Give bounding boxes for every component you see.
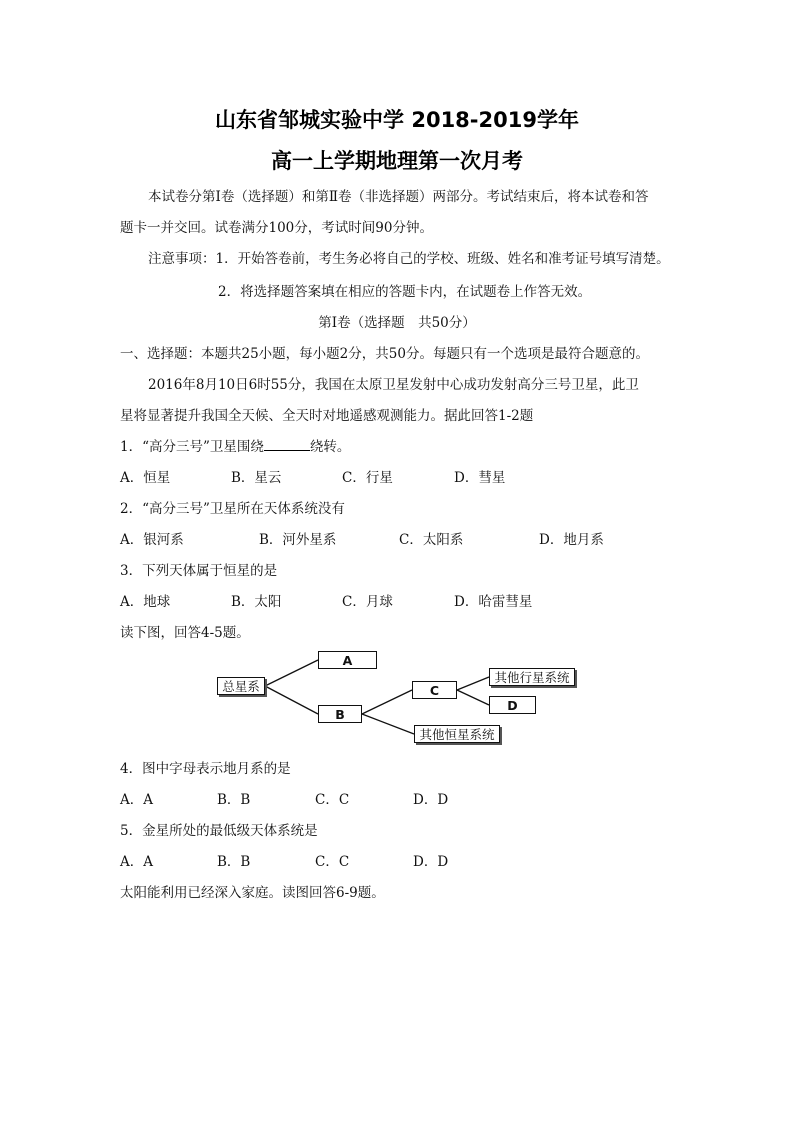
box-b: B <box>318 705 362 723</box>
option-a: A．恒星 <box>120 470 171 486</box>
question-3-stem: 3．下列天体属于恒星的是 <box>120 563 278 579</box>
celestial-system-diagram <box>215 647 585 747</box>
question-4-stem: 4．图中字母表示地月系的是 <box>120 761 291 777</box>
notice-line1: 注意事项：1．开始答卷前，考生务必将自己的学校、班级、姓名和准考证号填写清楚。 <box>148 251 670 267</box>
intro-line1: 本试卷分第Ⅰ卷（选择题）和第Ⅱ卷（非选择题）两部分。考试结束后，将本试卷和答 <box>148 189 649 205</box>
connector-b-c <box>362 690 412 714</box>
option-c: C．C <box>315 854 350 870</box>
root-box-supergalaxy: 总星系 <box>217 677 265 695</box>
connector-root-a <box>265 660 318 686</box>
option-b: B．河外星系 <box>259 532 337 548</box>
connector-b-other-star <box>362 714 414 734</box>
passage1-line2: 星将显著提升我国全天候、全天时对地遥感观测能力。据此回答1-2题 <box>120 408 534 424</box>
option-a: A．银河系 <box>120 532 184 548</box>
box-other-star-systems: 其他恒星系统 <box>414 725 500 743</box>
passage1-line1: 2016年8月10日6时55分，我国在太原卫星发射中心成功发射高分三号卫星，此卫 <box>148 377 639 393</box>
passage3: 太阳能利用已经深入家庭。读图回答6-9题。 <box>120 885 385 901</box>
option-d: D．地月系 <box>539 532 604 548</box>
question-1-stem-before: 1．“高分三号”卫星围绕 <box>120 439 264 455</box>
connector-c-other-planet <box>457 677 489 690</box>
option-c: C．月球 <box>342 594 393 610</box>
option-b: B．星云 <box>231 470 282 486</box>
question-2-stem: 2．“高分三号”卫星所在天体系统没有 <box>120 501 345 517</box>
intro-line2: 题卡一并交回。试卷满分100分，考试时间90分钟。 <box>120 220 433 236</box>
box-c: C <box>412 681 457 699</box>
option-b: B．B <box>217 854 251 870</box>
exam-title-line1: 山东省邹城实验中学 2018-2019学年 <box>215 108 579 132</box>
option-c: C．行星 <box>342 470 393 486</box>
question-1-stem-after: 绕转。 <box>309 439 351 455</box>
connector-c-d <box>457 690 489 705</box>
option-d: D．彗星 <box>454 470 506 486</box>
section-instruction: 一、选择题：本题共25小题，每小题2分，共50分。每题只有一个选项是最符合题意的。 <box>120 346 649 362</box>
option-c: C．太阳系 <box>399 532 464 548</box>
box-other-planet-systems: 其他行星系统 <box>489 668 575 686</box>
answer-blank <box>264 438 310 451</box>
connector-root-b <box>265 686 318 714</box>
box-d: D <box>489 696 536 714</box>
option-c: C．C <box>315 792 350 808</box>
question-5-stem: 5．金星所处的最低级天体系统是 <box>120 823 318 839</box>
option-d: D．D <box>413 854 449 870</box>
option-b: B．B <box>217 792 251 808</box>
box-a: A <box>318 651 377 669</box>
passage2: 读下图，回答4-5题。 <box>120 625 250 641</box>
option-d: D．D <box>413 792 449 808</box>
exam-title-line2: 高一上学期地理第一次月考 <box>271 149 523 173</box>
question-1-stem <box>120 438 350 456</box>
section-header: 第Ⅰ卷（选择题 共50分） <box>318 315 476 331</box>
notice-line2: 2．将选择题答案填在相应的答题卡内，在试题卷上作答无效。 <box>218 284 592 300</box>
option-a: A．A <box>120 792 153 808</box>
option-a: A．A <box>120 854 153 870</box>
option-b: B．太阳 <box>231 594 282 610</box>
option-a: A．地球 <box>120 594 171 610</box>
option-d: D．哈雷彗星 <box>454 594 533 610</box>
